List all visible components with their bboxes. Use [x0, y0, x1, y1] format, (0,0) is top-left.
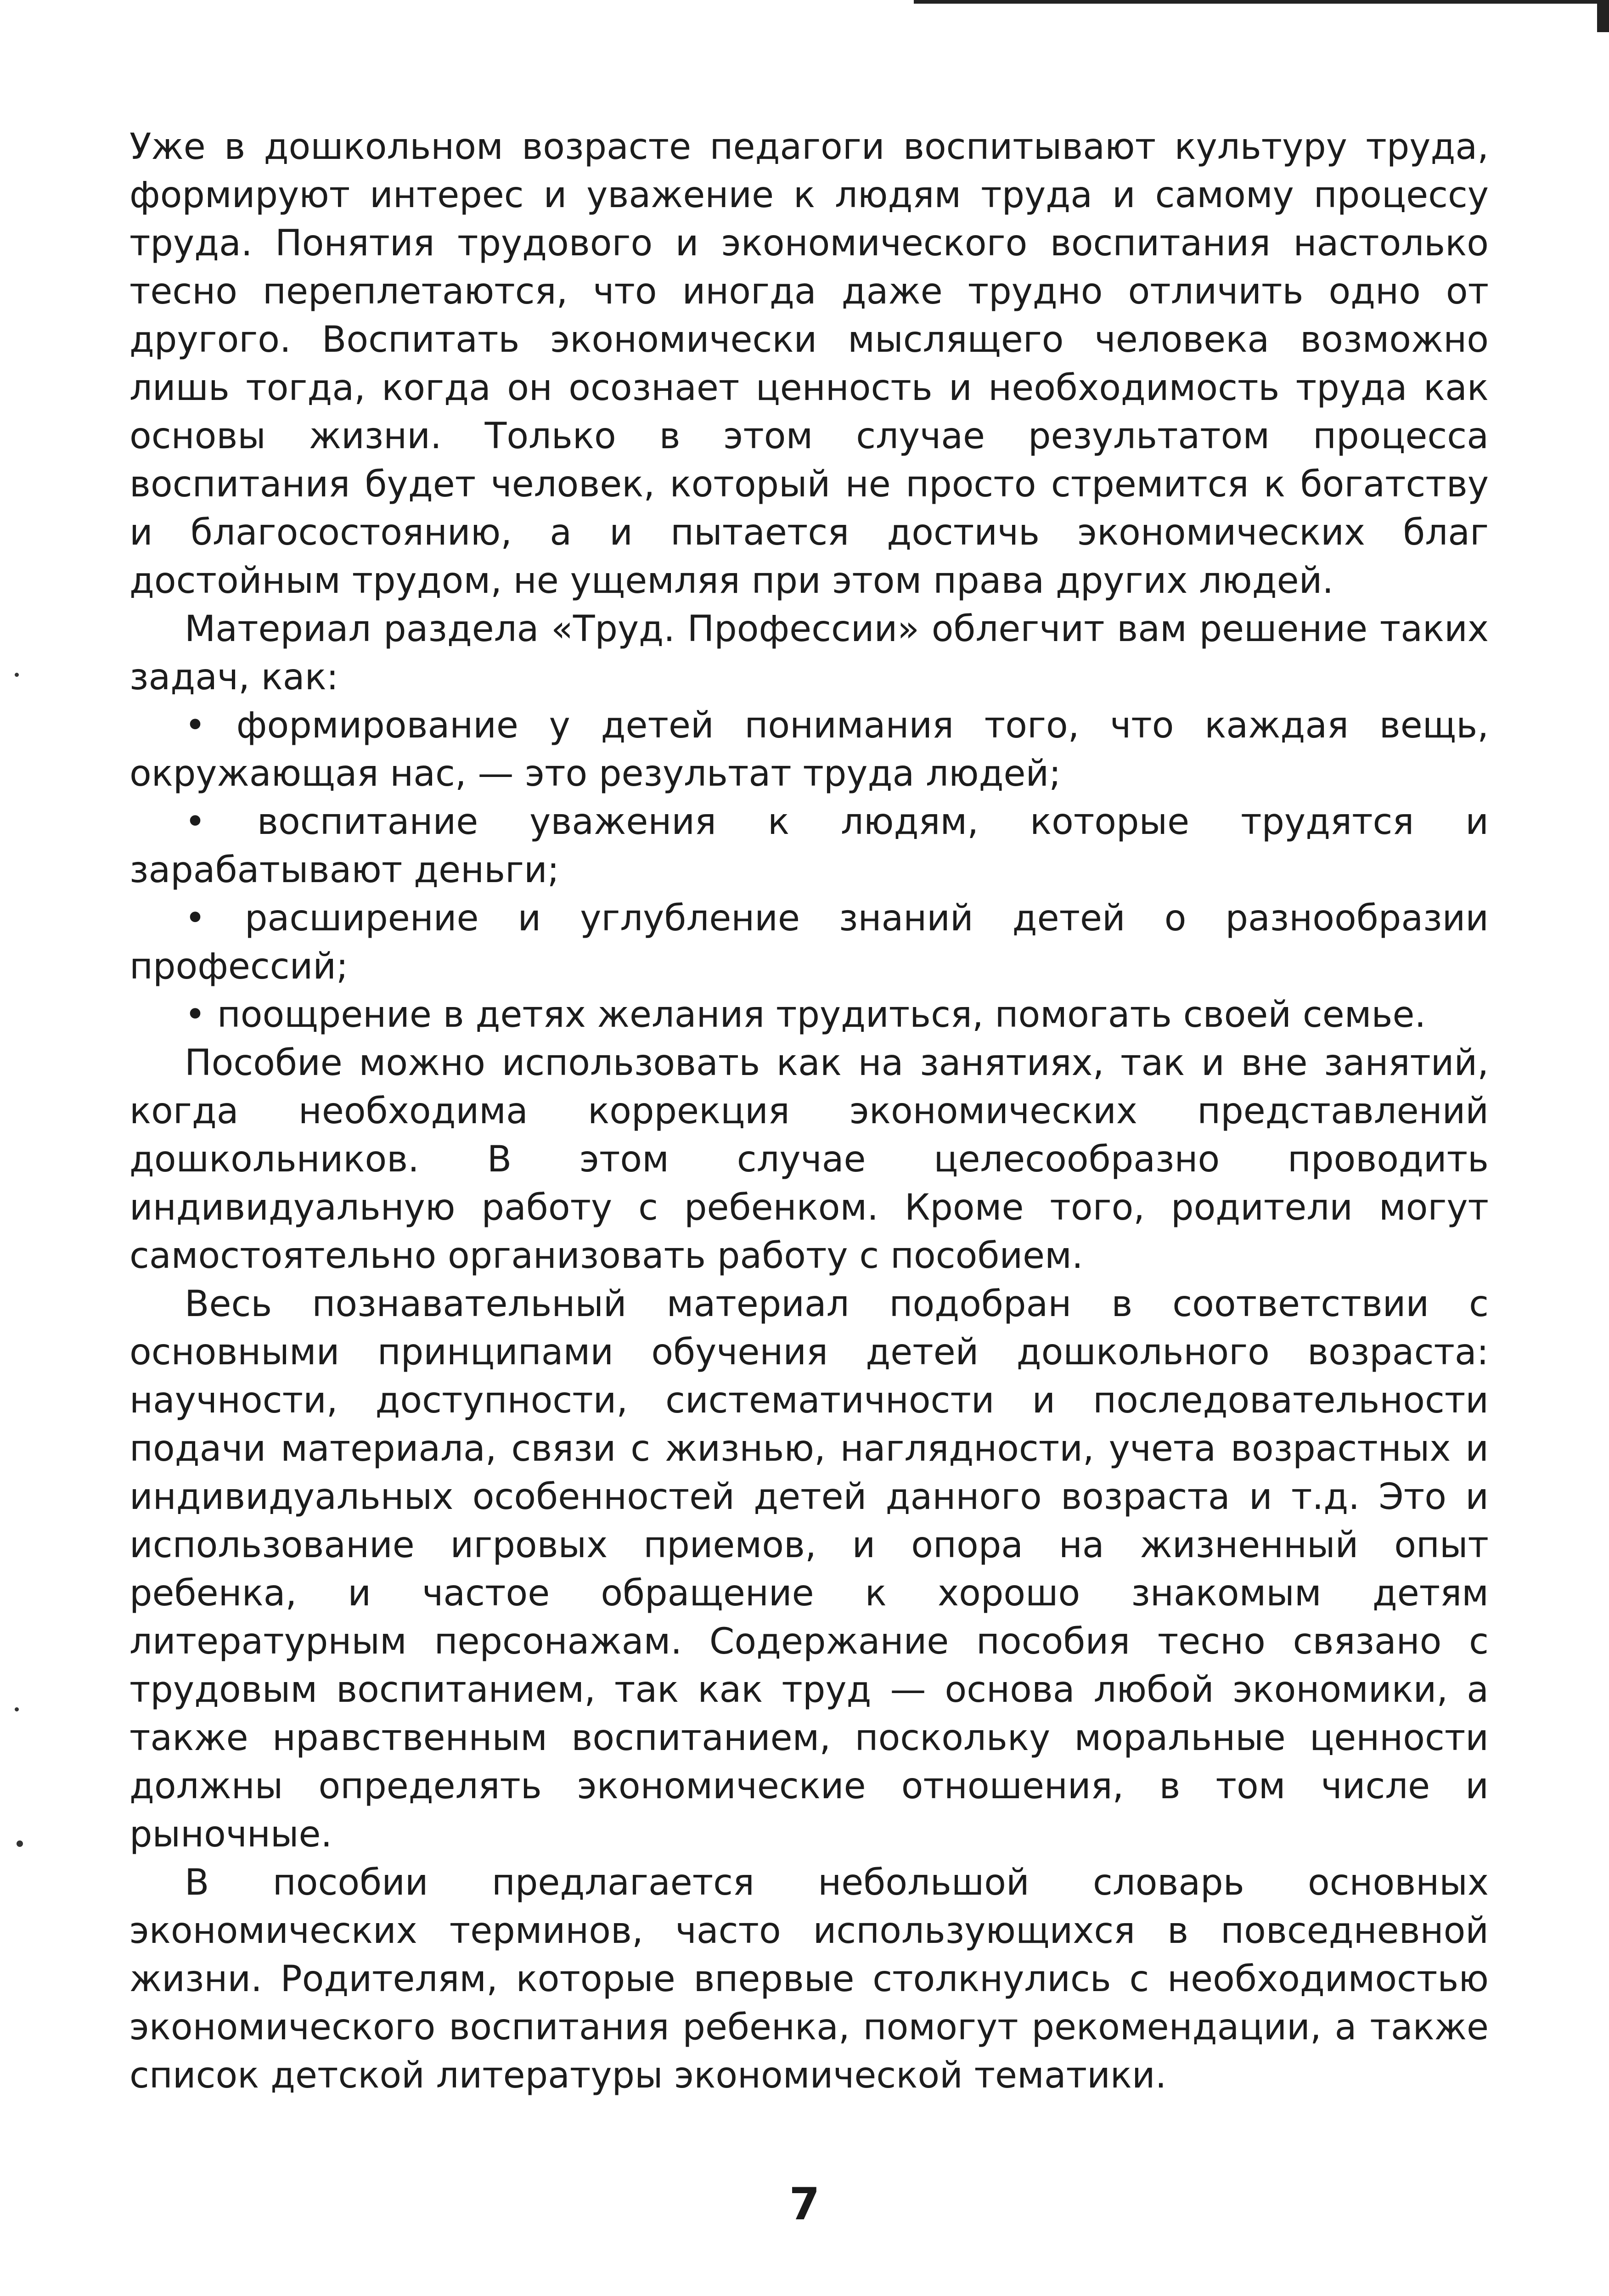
task-list-item: • поощрение в детях желания трудиться, помогать своей семье.	[129, 991, 1489, 1039]
paragraph-principles: Весь познавательный материал подобран в соответствии с основными принципами обучения детей дошкольного возраста: научности, доступности, систематичности и последовательности подачи материала, связи с жизнью, наглядности, учета возрастных и индивидуальных особенностей детей данного возраста и т.д. Это и использование игровых приемов, и опора на жизненный опыт ребенка, и частое обращение к хорошо знакомым детям литературным персонажам. Содержание пособия тесно связано с трудовым воспитанием, так как труд — основа любой экономики, а также нравственным воспитанием, поскольку моральные ценности должны определять экономические отношения, в том числе и рыночные.	[129, 1283, 1489, 1855]
paragraph-usage: Пособие можно использовать как на занятиях, так и вне занятий, когда необходима коррекция экономических представлений дошкольников. В этом случае целесообразно проводить индивидуальную работу с ребенком. Кроме того, родители могут самостоятельно организовать работу с пособием.	[129, 1042, 1489, 1277]
top-corner-mark	[1597, 0, 1609, 32]
top-border-line	[914, 0, 1609, 4]
paragraph-section-tasks: Материал раздела «Труд. Профессии» облегчит вам решение таких задач, как:	[129, 608, 1489, 698]
page-number: 7	[789, 2178, 820, 2230]
paragraph-intro: Уже в дошкольном возрасте педагоги воспитывают культуру труда, формируют интерес и уважение к людям труда и самому процессу труда. Понятия трудового и экономического воспитания настолько тесно переплетаются, что иногда даже трудно отличить одно от другого. Воспитать экономически мыслящего человека возможно лишь тогда, когда он осознает ценность и необходимость труда как основы жизни. Только в этом случае результатом процесса воспитания будет человек, который не просто стремится к богатству и благосостоянию, а и пытается достичь экономических благ достойным трудом, не ущемляя при этом права других людей.	[129, 126, 1489, 602]
paragraph-dictionary: В пособии предлагается небольшой словарь основных экономических терминов, часто использующихся в повседневной жизни. Родителям, которые впервые столкнулись с необходимостью экономического воспитания ребенка, помогут рекомендации, а также список детской литературы экономической тематики.	[129, 1862, 1489, 2096]
task-list	[129, 702, 1489, 1039]
task-list-item: • формирование у детей понимания того, что каждая вещь, окружающая нас, — это результат труда людей;	[129, 702, 1489, 798]
scan-speck	[15, 1707, 19, 1711]
scan-speck	[17, 1840, 23, 1847]
task-list-item: • расширение и углубление знаний детей о разнообразии профессий;	[129, 895, 1489, 991]
task-list-item: • воспитание уважения к людям, которые трудятся и зарабатывают деньги;	[129, 798, 1489, 895]
scan-speck	[15, 673, 19, 677]
page-body	[129, 123, 1489, 2100]
